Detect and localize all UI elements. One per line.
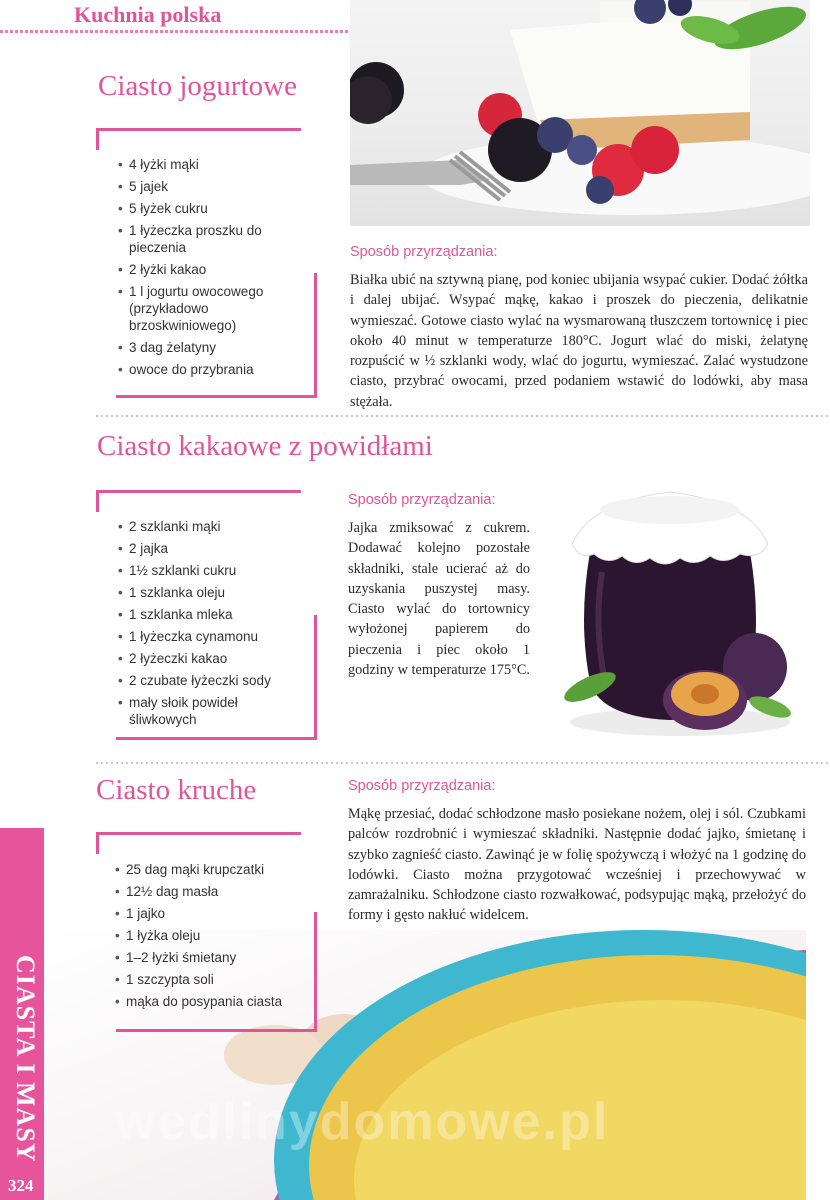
header-rule [0,30,350,33]
ingredient-item: • 25 dag mąki krupczatki [115,861,315,878]
ingredient-item: • 1 szklanka mleka [118,606,308,623]
ingredient-item: • 1 jajko [115,905,315,922]
recipe-title-kakaowe: Ciasto kakaowe z powidłami [97,430,433,462]
section-header: Kuchnia polska [74,2,222,27]
method-text-jogurtowe: Białka ubić na sztywną pianę, pod koniec ubijania wsypać cukier. Dodać żółtka i dalej ubijać. Wsypać mąkę, kakao i proszek do pieczenia, delikatnie wymieszać. Gotowe ciasto wylać na wysmarowaną tłuszczem tortownicę i piec około 40 minut w temperaturze 180°C. Jogurt wlać do miski, żelatynę rozpuścić w ½ szklanki wody, wlać do jogurtu, wymieszać. Zalać wystudzone ciasto, przybrać owocami, przed podaniem wstawić do lodówki, aby masa stężała. [350,272,808,410]
ingredient-item: • owoce do przybrania [118,361,308,378]
ingredient-item: • 5 jajek [118,178,308,195]
method-label-kruche: Sposób przyrządzania: [348,778,496,794]
ingredient-item: • 1 szczypta soli [115,971,315,988]
section-divider [96,415,830,417]
method-label-kakaowe: Sposób przyrządzania: [348,492,496,508]
recipe-title-kruche: Ciasto kruche [96,774,257,806]
ingredient-item: • mąka do posypania ciasta [115,993,315,1010]
ingredient-item: • 3 dag żelatyny [118,339,308,356]
ingredient-item: • 5 łyżek cukru [118,200,308,217]
ingredient-item: • 2 czubate łyżeczki sody [118,672,308,689]
chapter-label: CIASTA I MASY [11,955,40,1163]
ingredient-item: • 2 jajka [118,540,308,557]
method-text-kakaowe: Jajka zmiksować z cukrem. Dodawać kolejno pozostałe składniki, stale ucierać aż do uzyskania puszystej masy. Ciasto wylać do tortownicy wyłożonej papierem do pieczenia i piec około 1 godziny w temperaturze 175°C. [348,520,530,679]
method-label-jogurtowe: Sposób przyrządzania: [350,244,498,260]
ingredient-item: • 2 łyżeczki kakao [118,650,308,667]
ingredients-list-jogurtowe [118,156,308,383]
ingredient-item: • 1–2 łyżki śmietany [115,949,315,966]
ingredient-item: • 2 szklanki mąki [118,518,308,535]
ingredient-item: • 1½ szklanki cukru [118,562,308,579]
ingredient-item: • 1 szklanka oleju [118,584,308,601]
ingredient-item: • 1 łyżeczka cynamonu [118,628,308,645]
plum-jam-jar-photo [560,482,795,740]
ingredient-item: • 1 l jogurtu owocowego (przykładowo brzoskwiniowego) [118,283,308,334]
method-text-kruche: Mąkę przesiać, dodać schłodzone masło posiekane nożem, olej i sól. Czubkami palców rozdrobnić i wymieszać składniki. Następnie dodać jajko, śmietanę i szybko zagnieść ciasto. Zawinąć je w folię spożywczą i włożyć na 1 godzinę do lodówki. Ciasto można przygotować wcześniej i przechowywać w zamrażalniku. Schłodzone ciasto rozwałkować, podsypując mąką, przełożyć do formy i gęsto nakłuć widelcem. [348,806,806,924]
recipe-title-jogurtowe: Ciasto jogurtowe [98,70,297,102]
page-number: 324 [8,1176,34,1195]
cheesecake-photo [350,0,810,226]
ingredient-item: • 1 łyżka oleju [115,927,315,944]
ingredient-item: • mały słoik powideł śliwkowych [118,694,308,728]
ingredients-list-kakaowe [118,518,308,733]
ingredients-list-kruche [115,861,315,1015]
watermark: wedlinydomowe.pl [115,1093,610,1151]
ingredient-item: • 1 łyżeczka proszku do pieczenia [118,222,308,256]
ingredient-item: • 4 łyżki mąki [118,156,308,173]
ingredient-item: • 2 łyżki kakao [118,261,308,278]
section-divider [96,762,830,764]
ingredient-item: • 12½ dag masła [115,883,315,900]
